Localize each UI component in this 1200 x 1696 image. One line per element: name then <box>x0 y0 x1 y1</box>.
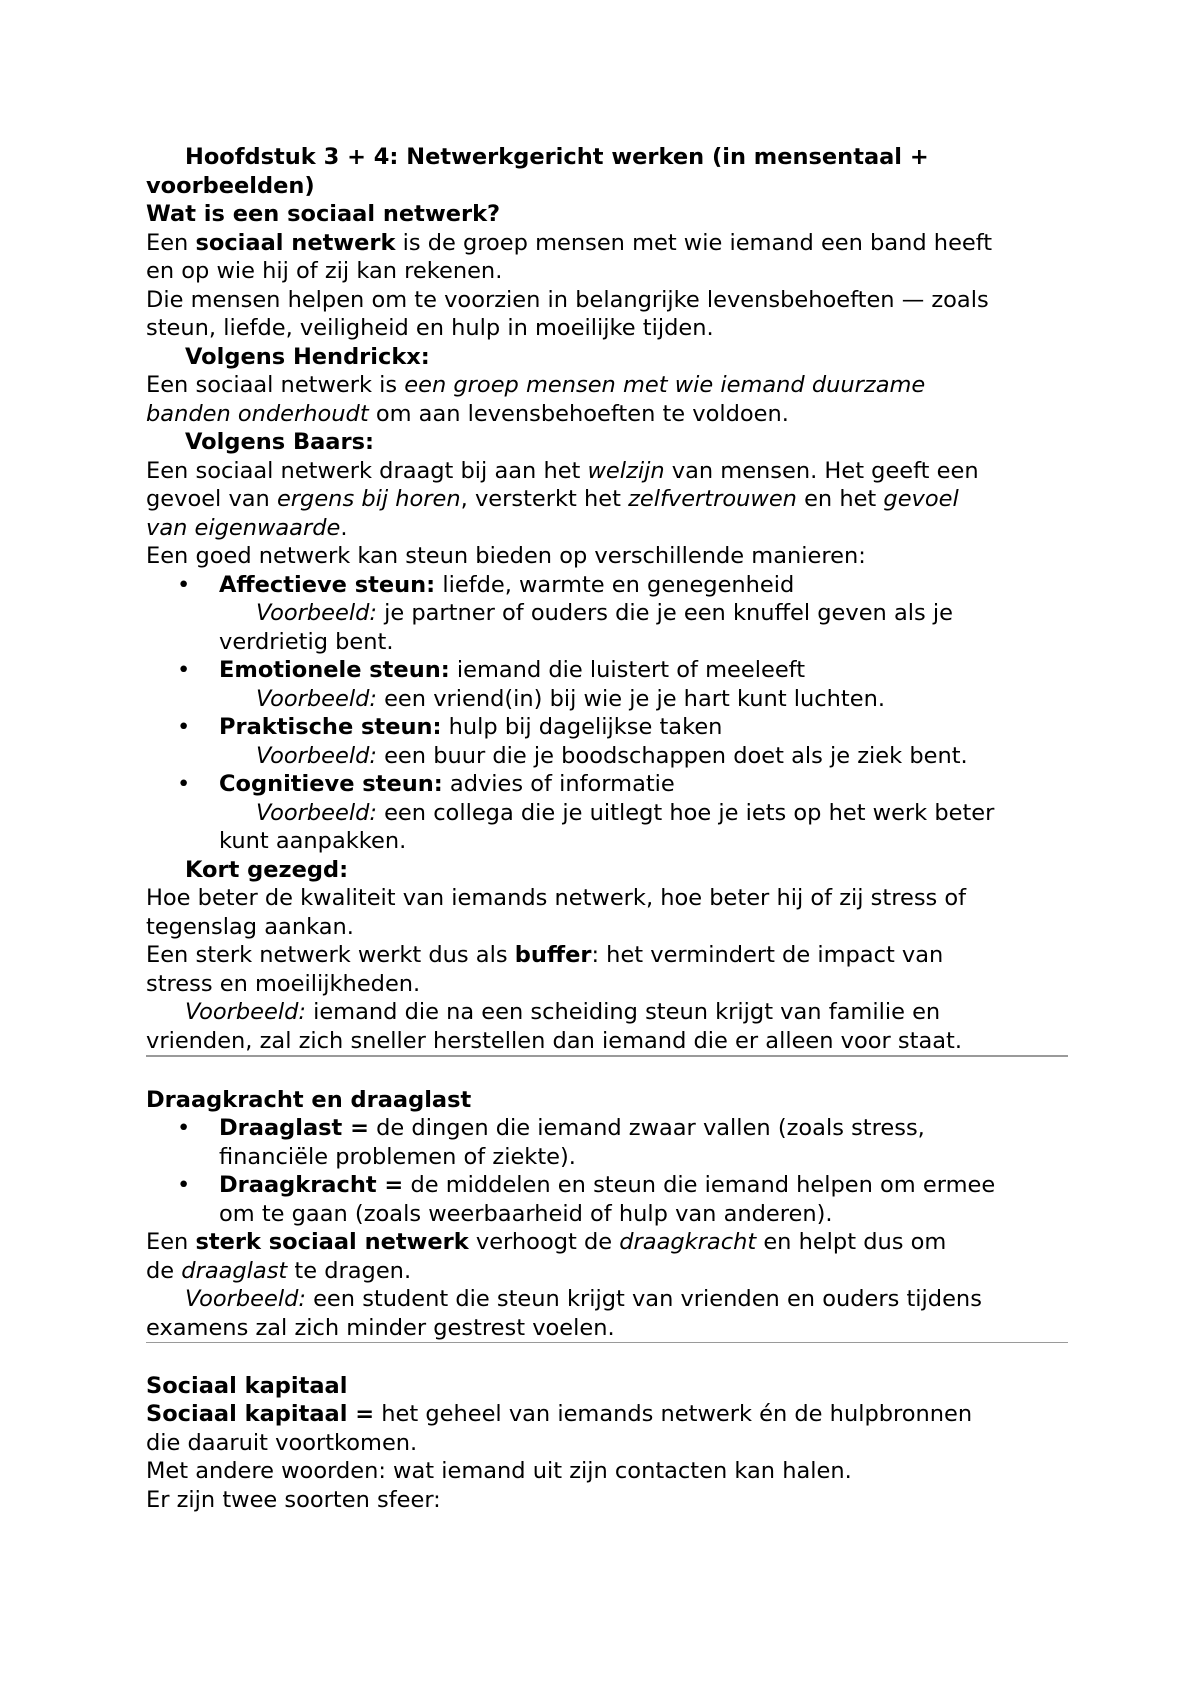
paragraph: Een sociaal netwerk draagt bij aan het welzijn van mensen. Het geeft een <box>146 457 979 484</box>
list-item: • Draaglast = de dingen die iemand zwaar vallen (zoals stress, <box>177 1115 925 1141</box>
example: Voorbeeld: een student die steun krijgt van vrienden en ouders tijdens <box>185 1286 982 1312</box>
list-item-cont: financiële problemen of ziekte). <box>219 1143 576 1170</box>
section-heading-draagkracht: Draagkracht en draaglast <box>146 1086 472 1113</box>
paragraph: van eigenwaarde. <box>146 514 348 541</box>
list-item: • Affectieve steun: liefde, warmte en genegenheid <box>177 571 795 598</box>
paragraph: die daaruit voortkomen. <box>146 1429 418 1456</box>
list-item-example: Voorbeeld: je partner of ouders die je een knuffel geven als je <box>256 600 953 626</box>
list-item-example: Voorbeeld: een collega die je uitlegt hoe je iets op het werk beter <box>256 799 995 826</box>
bullet-icon: • <box>177 1172 191 1198</box>
section-heading-sociaal-netwerk: Wat is een sociaal netwerk? <box>146 201 501 227</box>
list-item: • Emotionele steun: iemand die luistert of meeleeft <box>177 657 806 683</box>
bullet-icon: • <box>177 1115 191 1141</box>
paragraph: Een sociaal netwerk is de groep mensen met wie iemand een band heeft <box>146 229 993 256</box>
paragraph: Een sterk sociaal netwerk verhoogt de draagkracht en helpt dus om <box>146 1229 947 1255</box>
paragraph: Een sterk netwerk werkt dus als buffer: het vermindert de impact van <box>146 942 944 968</box>
paragraph: Hoe beter de kwaliteit van iemands netwerk, hoe beter hij of zij stress of <box>146 885 967 911</box>
bullet-icon: • <box>177 714 191 740</box>
paragraph: Een sociaal netwerk is een groep mensen met wie iemand duurzame <box>146 372 926 398</box>
example: examens zal zich minder gestrest voelen. <box>146 1314 615 1341</box>
bullet-icon: • <box>177 657 191 683</box>
paragraph: de draaglast te dragen. <box>146 1257 412 1284</box>
list-item: • Praktische steun: hulp bij dagelijkse taken <box>177 714 723 740</box>
list-item-example: Voorbeeld: een vriend(in) bij wie je je hart kunt luchten. <box>256 685 886 712</box>
doc-title-line-1: Hoofdstuk 3 + 4: Netwerkgericht werken (in mensentaal + <box>185 144 929 170</box>
subheading-hendrickx: Volgens Hendrickx: <box>185 343 430 370</box>
list-item: • Cognitieve steun: advies of informatie <box>177 771 675 797</box>
paragraph: banden onderhoudt om aan levensbehoeften te voldoen. <box>146 400 789 427</box>
paragraph: gevoel van ergens bij horen, versterkt het zelfvertrouwen en het gevoel <box>146 486 959 512</box>
list-item-example: Voorbeeld: een buur die je boodschappen doet als je ziek bent. <box>256 742 968 769</box>
paragraph: Een goed netwerk kan steun bieden op verschillende manieren: <box>146 543 866 569</box>
bullet-icon: • <box>177 571 191 598</box>
section-heading-sociaal-kapitaal: Sociaal kapitaal <box>146 1372 348 1399</box>
doc-title-line-2: voorbeelden) <box>146 172 315 199</box>
paragraph: en op wie hij of zij kan rekenen. <box>146 258 503 284</box>
paragraph: Sociaal kapitaal = het geheel van iemands netwerk én de hulpbronnen <box>146 1401 973 1427</box>
example: vrienden, zal zich sneller herstellen dan iemand die er alleen voor staat. <box>146 1027 963 1054</box>
paragraph: Met andere woorden: wat iemand uit zijn contacten kan halen. <box>146 1458 852 1484</box>
paragraph: Er zijn twee soorten sfeer: <box>146 1486 441 1513</box>
document-page <box>146 143 1066 1514</box>
bullet-icon: • <box>177 771 191 797</box>
spacer <box>146 1343 1066 1372</box>
list-item-cont: om te gaan (zoals weerbaarheid of hulp van anderen). <box>219 1200 833 1227</box>
spacer <box>146 1057 1066 1086</box>
paragraph: tegenslag aankan. <box>146 913 354 940</box>
paragraph: stress en moeilijkheden. <box>146 970 421 997</box>
example: Voorbeeld: iemand die na een scheiding steun krijgt van familie en <box>185 999 941 1025</box>
subheading-baars: Volgens Baars: <box>185 429 374 455</box>
list-item-example-cont: verdrietig bent. <box>219 628 394 655</box>
list-item-example-cont: kunt aanpakken. <box>219 828 407 854</box>
paragraph: steun, liefde, veiligheid en hulp in moeilijke tijden. <box>146 315 714 341</box>
paragraph: Die mensen helpen om te voorzien in belangrijke levensbehoeften — zoals <box>146 286 989 313</box>
list-item: • Draagkracht = de middelen en steun die iemand helpen om ermee <box>177 1172 996 1198</box>
subheading-kort-gezegd: Kort gezegd: <box>185 856 349 883</box>
